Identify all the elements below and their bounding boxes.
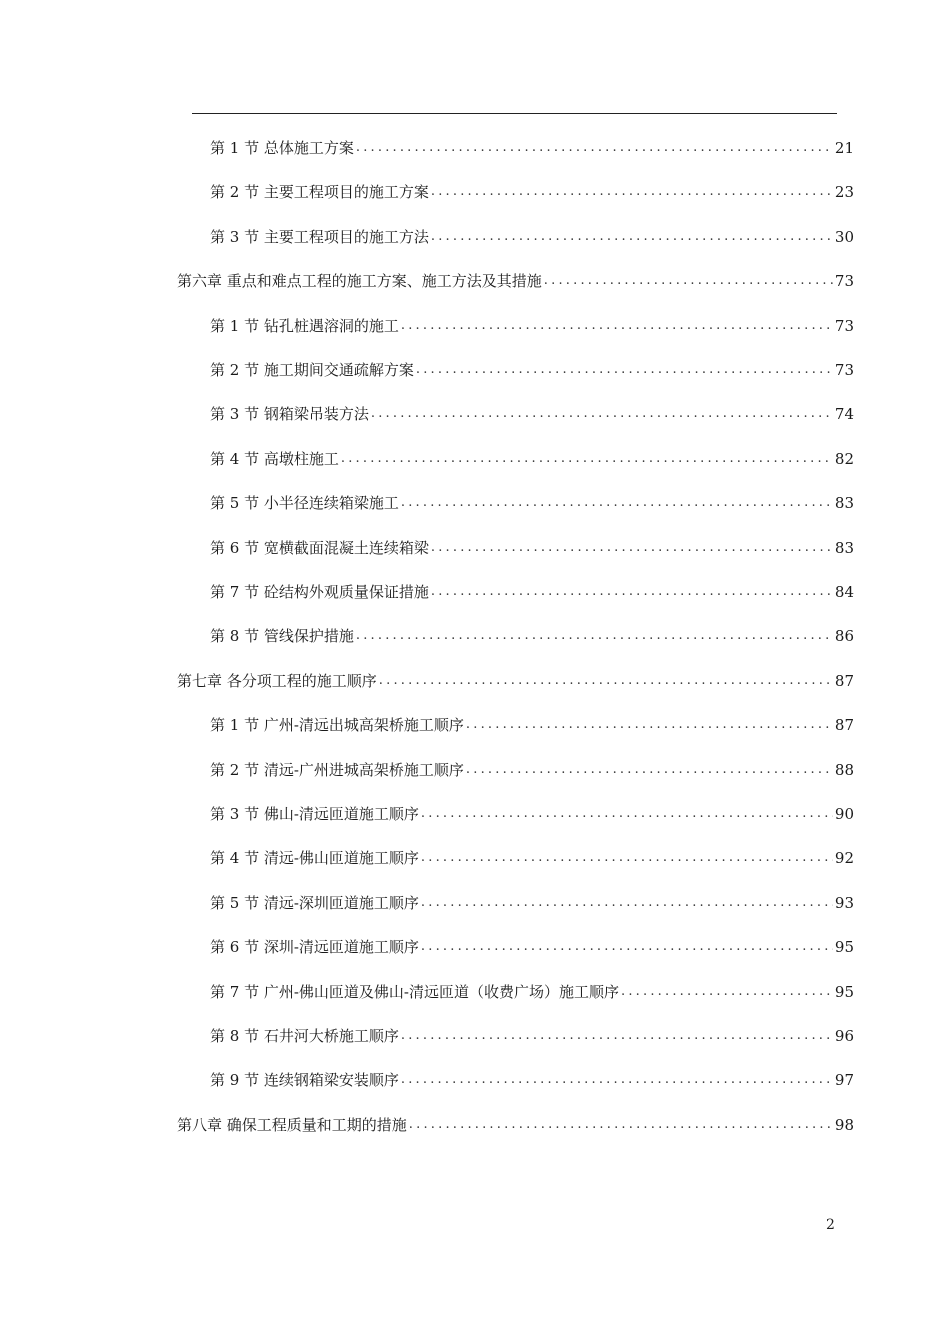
toc-dot-leader	[416, 360, 833, 380]
toc-dot-leader	[356, 138, 833, 158]
toc-page-number: 86	[834, 627, 854, 646]
page-number: 2	[826, 1217, 835, 1233]
toc-page-number: 95	[834, 982, 854, 1001]
toc-section-entry[interactable]	[210, 889, 854, 913]
toc-chapter-entry[interactable]	[177, 267, 854, 291]
toc-entry-title: 第 4 节 高墩柱施工	[210, 449, 339, 468]
toc-entry-title: 第六章 重点和难点工程的施工方案、施工方法及其措施	[177, 272, 542, 291]
toc-dot-leader	[431, 227, 833, 247]
toc-page-number: 73	[834, 316, 854, 335]
toc-page-number: 30	[834, 227, 854, 246]
toc-dot-leader	[409, 1115, 833, 1135]
toc-chapter-entry[interactable]	[177, 667, 854, 691]
toc-page-number: 83	[834, 538, 854, 557]
toc-entry-title: 第 6 节 深圳-清远匝道施工顺序	[210, 938, 419, 957]
toc-dot-leader	[544, 271, 833, 291]
toc-section-entry[interactable]	[210, 1022, 854, 1046]
toc-dot-leader	[421, 937, 833, 957]
toc-section-entry[interactable]	[210, 356, 854, 380]
toc-page-number: 74	[834, 405, 854, 424]
toc-entry-title: 第 2 节 施工期间交通疏解方案	[210, 361, 414, 379]
toc-dot-leader	[421, 848, 833, 868]
toc-page-number: 90	[834, 805, 854, 823]
toc-entry-title: 第 2 节 主要工程项目的施工方案	[210, 183, 429, 202]
toc-page-number: 73	[834, 361, 854, 379]
toc-entry-title: 第 2 节 清远-广州进城高架桥施工顺序	[210, 760, 464, 779]
toc-dot-leader	[431, 538, 833, 558]
toc-entry-title: 第 1 节 钻孔桩遇溶洞的施工	[210, 316, 399, 335]
toc-section-entry[interactable]	[210, 800, 854, 824]
toc-page-number: 98	[834, 1115, 854, 1134]
toc-page-number: 73	[834, 272, 854, 291]
toc-dot-leader	[401, 1070, 833, 1090]
toc-entry-title: 第 5 节 清远-深圳匝道施工顺序	[210, 893, 419, 912]
toc-section-entry[interactable]	[210, 844, 854, 868]
toc-dot-leader	[431, 182, 833, 202]
toc-section-entry[interactable]	[210, 178, 854, 202]
toc-page-number: 23	[834, 183, 854, 202]
toc-section-entry[interactable]	[210, 622, 854, 646]
toc-entry-title: 第 7 节 广州-佛山匝道及佛山-清远匝道（收费广场）施工顺序	[210, 982, 619, 1001]
toc-entry-title: 第 3 节 佛山-清远匝道施工顺序	[210, 805, 419, 823]
toc-section-entry[interactable]	[210, 978, 854, 1002]
toc-page-number: 96	[834, 1027, 854, 1045]
toc-page-number: 82	[834, 449, 854, 468]
toc-entry-title: 第 5 节 小半径连续箱梁施工	[210, 494, 399, 513]
toc-section-entry[interactable]	[210, 400, 854, 424]
toc-entry-title: 第八章 确保工程质量和工期的措施	[177, 1115, 407, 1134]
toc-dot-leader	[379, 671, 833, 691]
toc-entry-title: 第 7 节 砼结构外观质量保证措施	[210, 583, 429, 601]
toc-entry-title: 第 8 节 石井河大桥施工顺序	[210, 1027, 399, 1045]
toc-page-number: 93	[834, 893, 854, 912]
toc-section-entry[interactable]	[210, 223, 854, 247]
toc-page-number: 95	[834, 938, 854, 957]
toc-section-entry[interactable]	[210, 489, 854, 513]
toc-entry-title: 第 4 节 清远-佛山匝道施工顺序	[210, 849, 419, 868]
toc-chapter-entry[interactable]	[177, 1111, 854, 1135]
toc-section-entry[interactable]	[210, 312, 854, 336]
toc-dot-leader	[341, 449, 833, 469]
toc-page-number: 88	[834, 760, 854, 779]
toc-page-number: 87	[834, 671, 854, 690]
toc-entry-title: 第 9 节 连续钢箱梁安装顺序	[210, 1071, 399, 1090]
toc-dot-leader	[431, 582, 833, 602]
toc-dot-leader	[421, 893, 833, 913]
toc-dot-leader	[466, 760, 833, 780]
toc-dot-leader	[401, 493, 833, 513]
toc-entry-title: 第七章 各分项工程的施工顺序	[177, 671, 377, 690]
toc-entry-title: 第 8 节 管线保护措施	[210, 627, 354, 646]
toc-section-entry[interactable]	[210, 134, 854, 158]
toc-section-entry[interactable]	[210, 578, 854, 602]
toc-page-number: 92	[834, 849, 854, 868]
toc-page-number: 97	[834, 1071, 854, 1090]
toc-section-entry[interactable]	[210, 534, 854, 558]
toc-entry-title: 第 1 节 广州-清远出城高架桥施工顺序	[210, 716, 464, 735]
toc-page-number: 83	[834, 494, 854, 513]
toc-dot-leader	[356, 626, 833, 646]
toc-dot-leader	[421, 804, 833, 824]
toc-entry-title: 第 3 节 钢箱梁吊装方法	[210, 405, 369, 424]
toc-section-entry[interactable]	[210, 711, 854, 735]
toc-entry-title: 第 6 节 宽横截面混凝土连续箱梁	[210, 538, 429, 557]
toc-dot-leader	[466, 715, 833, 735]
toc-entry-title: 第 1 节 总体施工方案	[210, 139, 354, 157]
toc-dot-leader	[621, 982, 833, 1002]
toc-entry-title: 第 3 节 主要工程项目的施工方法	[210, 227, 429, 246]
header-rule	[192, 113, 837, 114]
toc-section-entry[interactable]	[210, 756, 854, 780]
toc-dot-leader	[401, 1026, 833, 1046]
toc-section-entry[interactable]	[210, 1066, 854, 1090]
toc-page-number: 84	[834, 583, 854, 601]
toc-section-entry[interactable]	[210, 933, 854, 957]
toc-page-number: 21	[834, 139, 854, 157]
toc-dot-leader	[401, 316, 833, 336]
toc-dot-leader	[371, 404, 833, 424]
toc-page-number: 87	[834, 716, 854, 735]
toc-section-entry[interactable]	[210, 445, 854, 469]
